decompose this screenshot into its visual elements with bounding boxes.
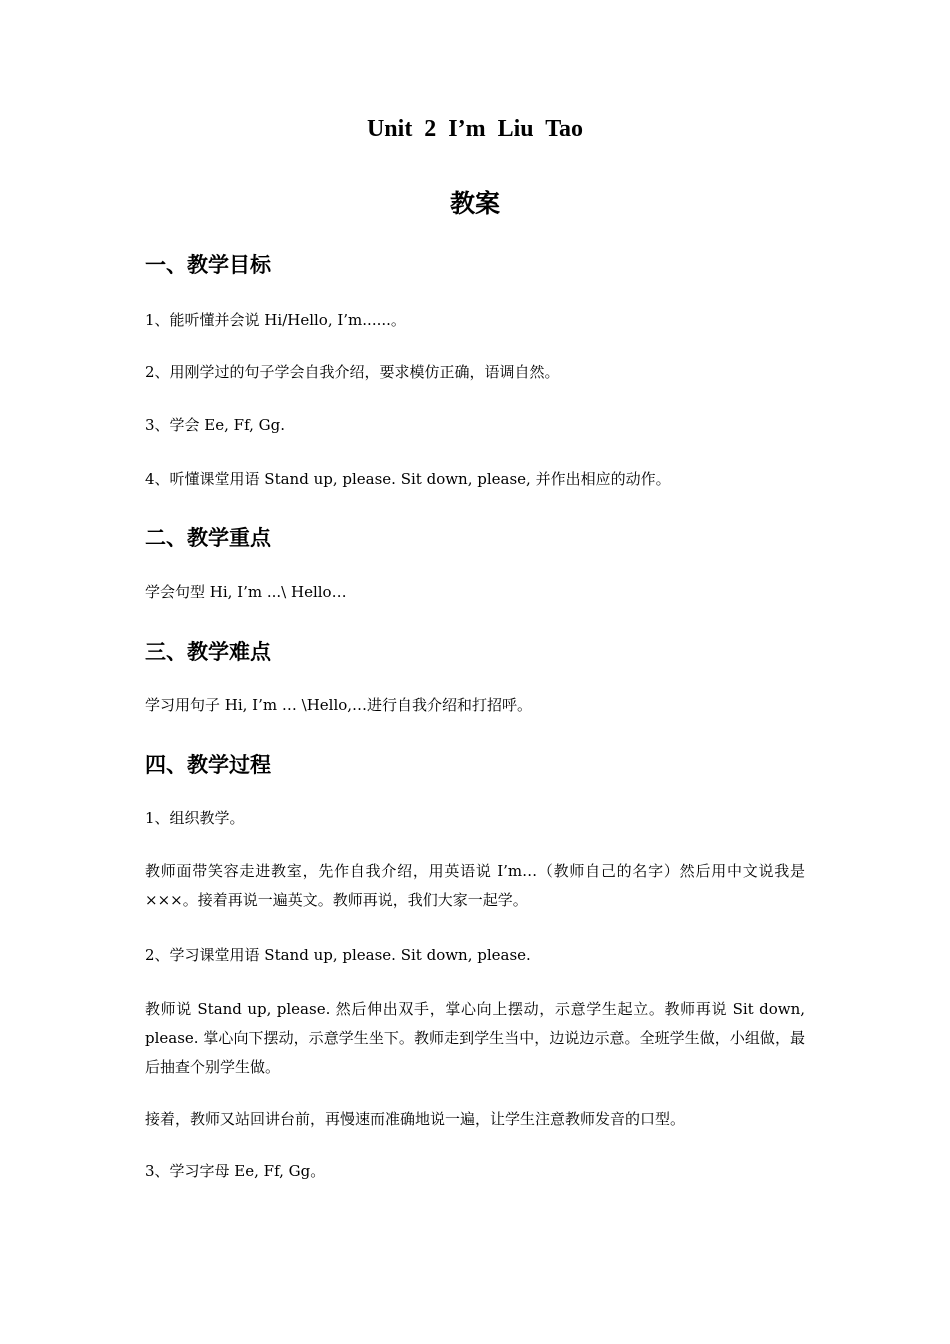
difficulties-text: 学习用句子 Hi, I’m … \Hello,…进行自我介绍和打招呼。 bbox=[145, 696, 533, 714]
objective-item-2: 2、用刚学过的句子学会自我介绍，要求模仿正确，语调自然。 bbox=[145, 363, 560, 381]
document-title: Unit 2 I’m Liu Tao bbox=[366, 116, 584, 142]
process-step2-text2: 接着，教师又站回讲台前，再慢速而准确地说一遍，让学生注意教师发音的口型。 bbox=[145, 1110, 686, 1128]
objective-item-1: 1、能听懂并会说 Hi/Hello, I’m......。 bbox=[145, 311, 406, 329]
process-step2-title: 2、学习课堂用语 Stand up, please. Sit down, please. bbox=[145, 946, 531, 964]
section-heading-key-points: 二、教学重点 bbox=[145, 525, 271, 550]
process-step1-title: 1、组织教学。 bbox=[145, 809, 245, 827]
section-heading-process: 四、教学过程 bbox=[145, 752, 271, 777]
objective-item-3: 3、学会 Ee, Ff, Gg. bbox=[145, 416, 285, 434]
section-heading-difficulties: 三、教学难点 bbox=[145, 639, 271, 664]
process-step3-title: 3、学习字母 Ee, Ff, Gg。 bbox=[145, 1162, 326, 1180]
process-step2-text: 教师说 Stand up, please. 然后伸出双手，掌心向上摆动，示意学生起立。教师再说 Sit down, please. 掌心向下摆动，示意学生坐下。教师走到学生当中，边说边示意。全班学生做，小组做，最后抽查个别学生做。 bbox=[145, 1000, 805, 1076]
section-heading-objectives: 一、教学目标 bbox=[145, 252, 271, 277]
process-step1-text: 教师面带笑容走进教室，先作自我介绍，用英语说 I’m…（教师自己的名字）然后用中文说我是×××。接着再说一遍英文。教师再说，我们大家一起学。 bbox=[145, 862, 805, 909]
key-points-text: 学会句型 Hi, I’m ...\ Hello… bbox=[145, 583, 347, 601]
document-subtitle: 教案 bbox=[449, 189, 500, 218]
objective-item-4: 4、听懂课堂用语 Stand up, please. Sit down, please, 并作出相应的动作。 bbox=[145, 470, 671, 488]
